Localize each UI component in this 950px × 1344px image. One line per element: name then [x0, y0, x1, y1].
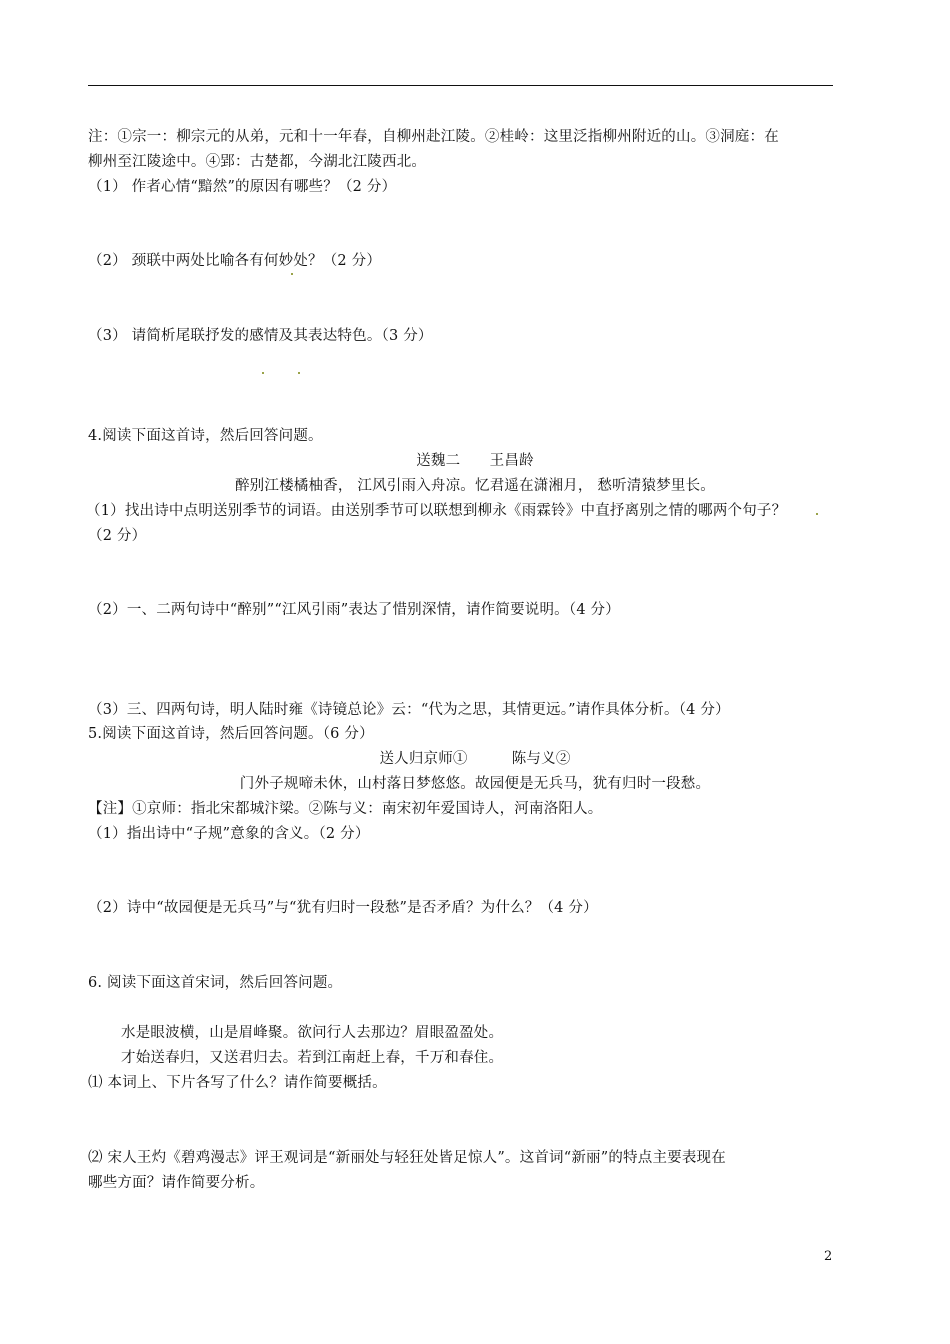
question-6-1: ⑴ 本词上、下片各写了什么？请作简要概括。 — [88, 1075, 387, 1091]
note-line-1: 注：①宗一：柳宗元的从弟，元和十一年春，自柳州赴江陵。②桂岭：这里泛指柳州附近的山。③洞庭：在 — [88, 129, 779, 145]
section-4-heading: 4.阅读下面这首诗，然后回答问题。 — [88, 428, 323, 444]
question-3-2: （2） 颈联中两处比喻各有何妙处？（2 分） — [88, 253, 382, 269]
question-6-2-line-2: 哪些方面？请作简要分析。 — [88, 1175, 265, 1191]
section-5-poem-title: 送人归京师① 陈与义② — [379, 751, 571, 767]
question-5-2: （2）诗中“故园便是无兵马”与“犹有归时一段愁”是否矛盾？为什么？（4 分） — [88, 900, 598, 916]
section-5-note: 【注】①京师：指北宋都城汴梁。②陈与义：南宋初年爱国诗人，河南洛阳人。 — [88, 801, 603, 817]
scan-speck — [816, 513, 818, 515]
section-5-poem: 门外子规啼未休，山村落日梦悠悠。故园便是无兵马，犹有归时一段愁。 — [239, 776, 711, 792]
question-3-3: （3） 请简析尾联抒发的感情及其表达特色。（3 分） — [88, 328, 433, 344]
note-line-2: 柳州至江陵途中。④郢：古楚都，今湖北江陵西北。 — [88, 154, 427, 170]
section-4-poem-title: 送魏二 王昌龄 — [416, 453, 534, 469]
header-rule — [88, 85, 833, 86]
section-4-poem: 醉别江楼橘柚香， 江风引雨入舟凉。忆君遥在潇湘月， 愁听清猿梦里长。 — [234, 478, 715, 494]
section-5-heading: 5.阅读下面这首诗，然后回答问题。（6 分） — [88, 726, 374, 742]
question-5-1: （1）指出诗中“子规”意象的含义。（2 分） — [88, 826, 370, 842]
scan-speck — [298, 372, 300, 374]
question-4-2: （2）一、二两句诗中“醉别”“江风引雨”表达了惜别深情，请作简要说明。（4 分） — [88, 602, 620, 618]
question-4-3: （3）三、四两句诗，明人陆时雍《诗镜总论》云：“代为之思，其情更远。”请作具体分析。（4 分） — [88, 702, 730, 718]
scan-speck — [291, 273, 293, 275]
ci-line-1: 水是眼波横，山是眉峰聚。欲问行人去那边？眉眼盈盈处。 — [121, 1025, 504, 1041]
page-number: 2 — [824, 1249, 833, 1264]
question-3-1: （1） 作者心情“黯然”的原因有哪些？（2 分） — [88, 179, 397, 195]
question-4-1-line-1: （1）找出诗中点明送别季节的词语。由送别季节可以联想到柳永《雨霖铃》中直抒离别之情的哪两个句子？ — [86, 503, 787, 519]
section-6-heading: 6. 阅读下面这首宋词，然后回答问题。 — [88, 975, 343, 991]
question-4-1-line-2: （2 分） — [88, 528, 147, 544]
scan-speck — [262, 372, 264, 374]
question-6-2-line-1: ⑵ 宋人王灼《碧鸡漫志》评王观词是“新丽处与轻狂处皆足惊人”。这首词“新丽”的特点主要表现在 — [88, 1150, 726, 1166]
ci-line-2: 才始送春归，又送君归去。若到江南赶上春，千万和春住。 — [121, 1050, 504, 1066]
